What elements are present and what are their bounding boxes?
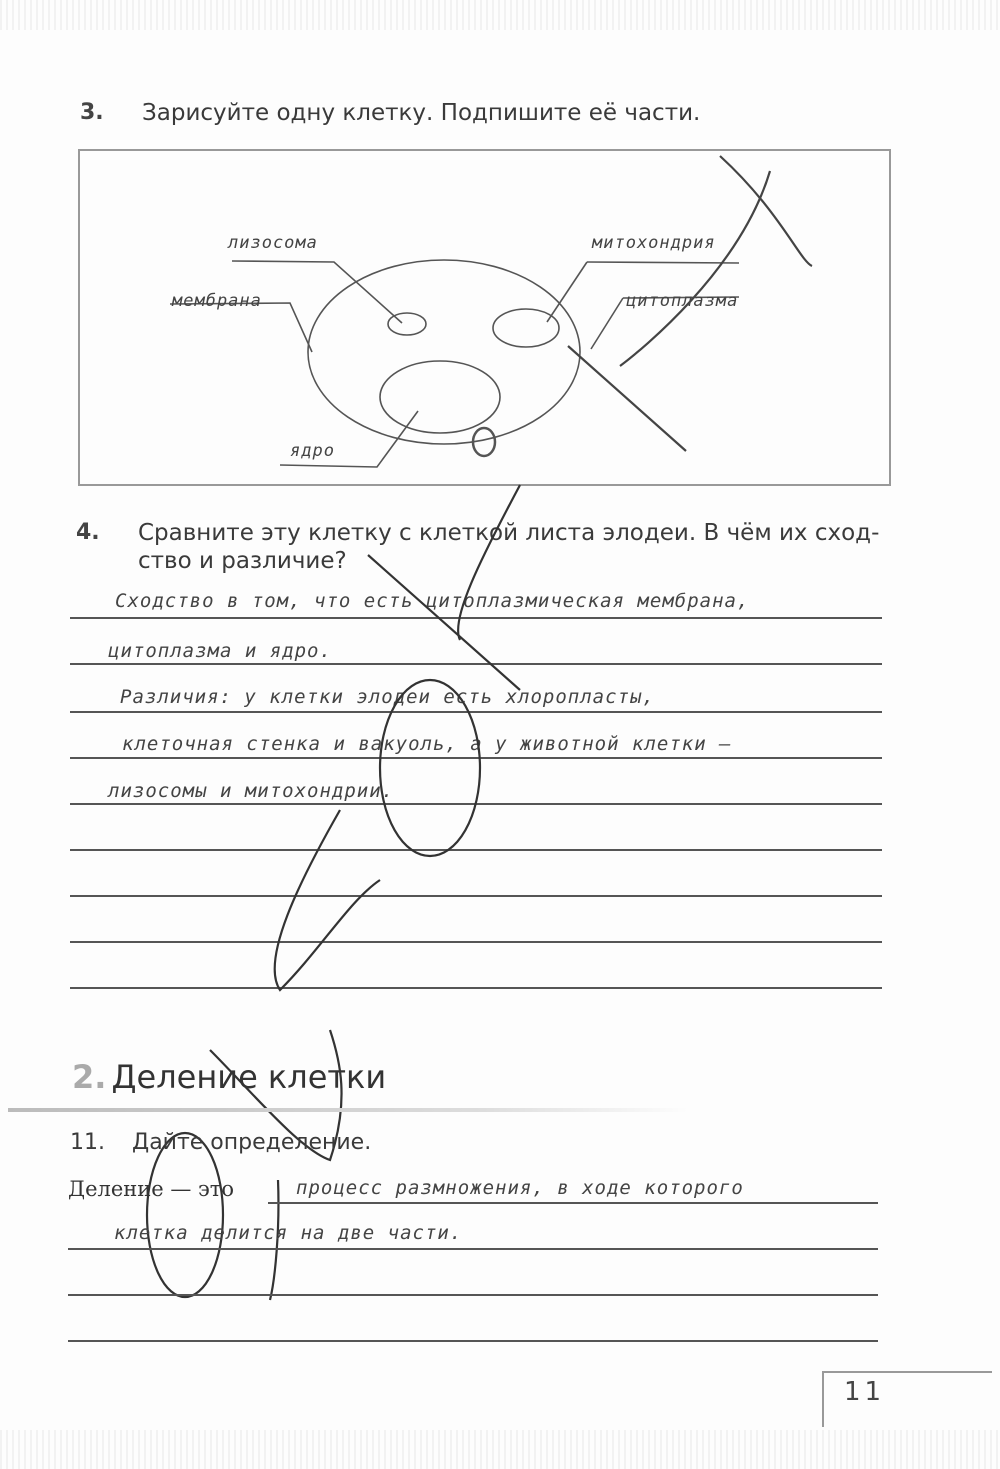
label-mitochondria: митохондрия	[592, 233, 716, 253]
answer-11-line2: клетка делится на две части.	[114, 1222, 463, 1244]
task-11-prompt: Дайте определение.	[132, 1130, 372, 1155]
answer-4-line2: цитоплазма и ядро.	[108, 640, 332, 662]
answer-4-line3: Различия: у клетки элодеи есть хлоропласты,	[120, 686, 655, 708]
task-3-number: 3.	[80, 100, 104, 125]
label-cytoplasm: цитоплазма	[626, 291, 739, 311]
section-divider	[8, 1108, 688, 1112]
page-number: 11	[844, 1377, 886, 1407]
task-3-prompt: Зарисуйте одну клетку. Подпишите её части.	[142, 100, 701, 126]
section-heading	[72, 1058, 386, 1096]
task-11-number: 11.	[70, 1130, 105, 1155]
answer-line	[68, 1340, 878, 1342]
answer-4-line5: лизосомы и митохондрии.	[108, 780, 395, 802]
section-number: 2.	[72, 1058, 107, 1096]
answer-line	[68, 1248, 878, 1250]
section-title: Деление клетки	[111, 1058, 387, 1096]
label-membrane: мембрана	[172, 291, 262, 311]
task-4-number: 4.	[76, 520, 100, 545]
answer-line	[268, 1202, 878, 1204]
label-nucleus: ядро	[290, 441, 335, 461]
answer-4-line1: Сходство в том, что есть цитоплазмическая мембрана,	[115, 590, 750, 612]
task-4-prompt-line1: Сравните эту клетку с клеткой листа элодеи. В чём их сход-	[138, 520, 880, 546]
page-number-box	[822, 1371, 992, 1427]
answer-11-line1: процесс размножения, в ходе которого	[296, 1177, 744, 1199]
task-4-prompt-line2: ство и различие?	[138, 548, 347, 574]
answer-4-line4: клеточная стенка и вакуоль, а у животной клетки —	[122, 733, 732, 755]
definition-term: Деление — это	[68, 1177, 235, 1201]
answer-line	[68, 1294, 878, 1296]
label-lysosome: лизосома	[228, 233, 318, 253]
